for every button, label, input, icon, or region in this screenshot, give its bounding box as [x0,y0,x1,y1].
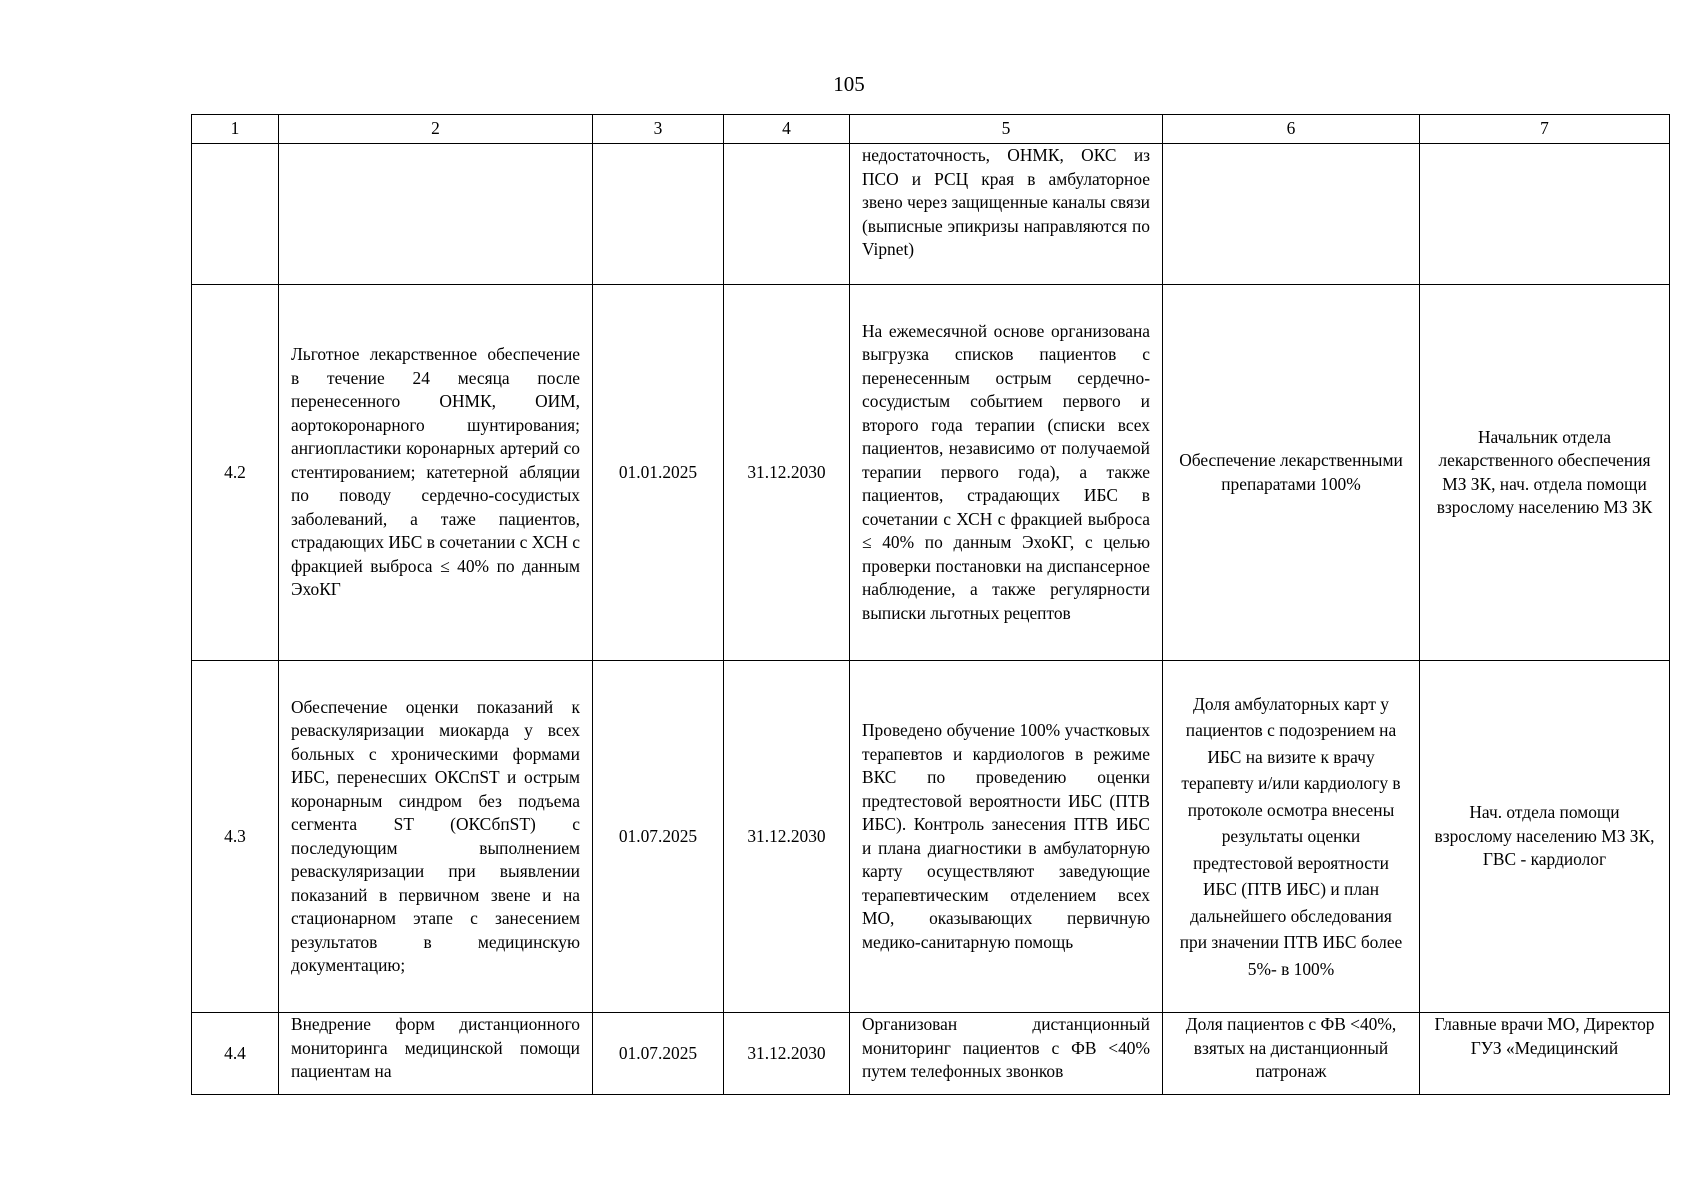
header-cell: 6 [1163,115,1420,144]
responsible-cell: Начальник отдела лекарственного обеспечения МЗ ЗК, нач. отдела помощи взрослому населению МЗ ЗК [1420,285,1670,661]
activities-table [191,114,1670,1095]
header-cell: 2 [279,115,593,144]
header-cell: 4 [724,115,850,144]
table-row [192,144,1670,285]
item-number: 4.2 [192,285,279,661]
end-date-cell: 31.12.2030 [724,661,850,1013]
result-cell: На ежемесячной основе организована выгрузка списков пациентов с перенесенным острым сердечно-сосудистым событием первого и второго года терапии (списки всех пациентов, независимо от получаемой терапии первого года), а также пациентов, страдающих ИБС в сочетании с ХСН с фракцией выброса ≤ 40% по данным ЭхоКГ, с целью проверки постановки на диспансерное наблюдение, а также регулярности выписки льготных рецептов [850,285,1163,661]
end-date-cell: 31.12.2030 [724,1013,850,1095]
indicator-cell: Доля амбулаторных карт у пациентов с подозрением на ИБС на визите к врачу терапевту и/или кардиологу в протоколе осмотра внесены результаты оценки предтестовой вероятности ИБС (ПТВ ИБС) и план дальнейшего обследования при значении ПТВ ИБС более 5%- в 100% [1163,661,1420,1013]
item-number: 4.4 [192,1013,279,1095]
result-cell: Организован дистанционный мониторинг пациентов с ФВ <40% путем телефонных звонков [850,1013,1163,1095]
header-cell: 3 [593,115,724,144]
result-cell: Проведено обучение 100% участковых терапевтов и кардиологов в режиме ВКС по проведению оценки предтестовой вероятности ИБС (ПТВ ИБС). Контроль занесения ПТВ ИБС и плана диагностики в амбулаторную карту осуществляют заведующие терапевтическим отделением всех МО, оказывающих первичную медико-санитарную помощь [850,661,1163,1013]
end-date-cell: 31.12.2030 [724,285,850,661]
activity-cell [279,144,593,285]
responsible-cell [1420,144,1670,285]
result-cell: недостаточность, ОНМК, ОКС из ПСО и РСЦ края в амбулаторное звено через защищенные каналы связи (выписные эпикризы направляются по Vipnet) [850,144,1163,285]
header-cell: 5 [850,115,1163,144]
table-row [192,285,1670,661]
start-date-cell: 01.07.2025 [593,1013,724,1095]
header-cell: 1 [192,115,279,144]
indicator-cell: Доля пациентов с ФВ <40%, взятых на дистанционный патронаж [1163,1013,1420,1095]
item-number: 4.3 [192,661,279,1013]
responsible-cell: Нач. отдела помощи взрослому населению МЗ ЗК, ГВС - кардиолог [1420,661,1670,1013]
start-date-cell [593,144,724,285]
page-number: 105 [833,72,865,96]
indicator-cell [1163,144,1420,285]
table-row [192,661,1670,1013]
activity-cell: Внедрение форм дистанционного мониторинга медицинской помощи пациентам на [279,1013,593,1095]
activity-cell: Льготное лекарственное обеспечение в течение 24 месяца после перенесенного ОНМК, ОИМ, аортокоронарного шунтирования; ангиопластики коронарных артерий со стентированием; катетерной абляции по поводу сердечно-сосудистых заболеваний, а таже пациентов, страдающих ИБС в сочетании с ХСН с фракцией выброса ≤ 40% по данным ЭхоКГ [279,285,593,661]
start-date-cell: 01.01.2025 [593,285,724,661]
end-date-cell [724,144,850,285]
activity-cell: Обеспечение оценки показаний к реваскуляризации миокарда у всех больных с хроническими формами ИБС, перенесших ОКСпST и острым коронарным синдром без подъема сегмента ST (ОКСбпST) с последующим выполнением реваскуляризации при выявлении показаний в первичном звене и на стационарном этапе с занесением результатов в медицинскую документацию; [279,661,593,1013]
indicator-cell: Обеспечение лекарственными препаратами 100% [1163,285,1420,661]
start-date-cell: 01.07.2025 [593,661,724,1013]
responsible-cell: Главные врачи МО, Директор ГУЗ «Медицинский [1420,1013,1670,1095]
table-row [192,1013,1670,1095]
header-cell: 7 [1420,115,1670,144]
header-row [192,115,1670,144]
item-number [192,144,279,285]
